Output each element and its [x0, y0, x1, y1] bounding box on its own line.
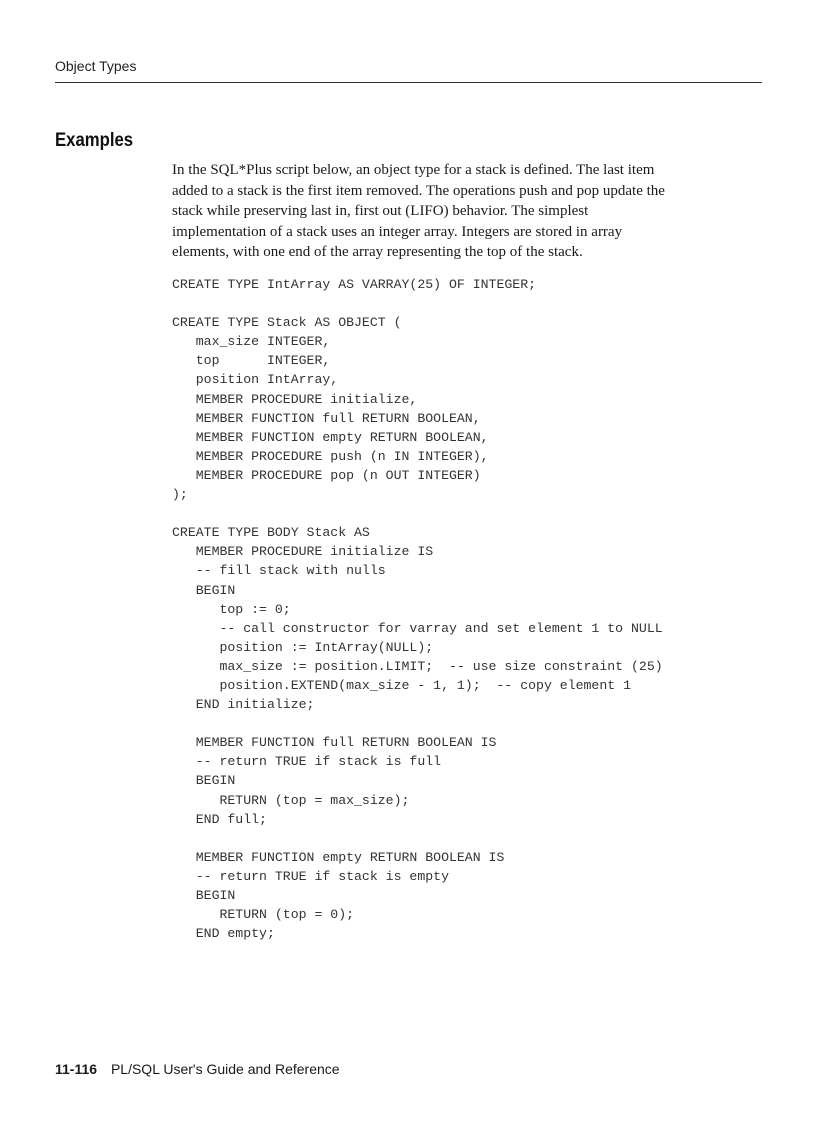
code-line: [172, 829, 663, 848]
page-footer: [55, 1061, 340, 1077]
code-line: MEMBER PROCEDURE push (n IN INTEGER),: [172, 448, 489, 464]
intro-line: implementation of a stack uses an integer array. Integers are stored in array: [172, 223, 623, 240]
code-line: MEMBER FUNCTION empty RETURN BOOLEAN,: [172, 429, 489, 445]
page-number: 11-116: [55, 1061, 98, 1077]
code-line: -- return TRUE if stack is empty: [172, 868, 449, 884]
code-line: MEMBER FUNCTION empty RETURN BOOLEAN IS: [172, 849, 505, 865]
code-line: BEGIN: [172, 773, 236, 789]
code-line: CREATE TYPE IntArray AS VARRAY(25) OF INTEGER;: [172, 277, 537, 292]
code-line: END initialize;: [172, 697, 315, 713]
code-line: max_size INTEGER,: [172, 334, 331, 350]
code-line: CREATE TYPE BODY Stack AS: [172, 525, 370, 541]
section-heading: Examples: [55, 130, 134, 151]
book-title: PL/SQL User's Guide and Reference: [110, 1061, 340, 1077]
code-line: MEMBER PROCEDURE initialize IS: [172, 544, 434, 560]
intro-line: stack while preserving last in, first out (LIFO) behavior. The simplest: [172, 203, 589, 220]
code-line: position.EXTEND(max_size - 1, 1); -- copy element 1: [172, 677, 631, 693]
code-line: top := 0;: [172, 601, 291, 617]
code-line: MEMBER FUNCTION full RETURN BOOLEAN,: [172, 410, 481, 426]
code-line: [172, 504, 663, 523]
code-line: position IntArray,: [172, 372, 339, 388]
code-line: -- call constructor for varray and set element 1 to NULL: [172, 620, 663, 636]
code-line: CREATE TYPE Stack AS OBJECT (: [172, 315, 402, 331]
code-line: MEMBER FUNCTION full RETURN BOOLEAN IS: [172, 735, 497, 751]
intro-paragraph: [172, 160, 732, 263]
code-line: END empty;: [172, 926, 275, 942]
running-header-title: Object Types: [55, 58, 137, 74]
code-line: END full;: [172, 811, 267, 827]
code-line: BEGIN: [172, 888, 236, 903]
code-listing: [172, 275, 663, 943]
code-line: RETURN (top = 0);: [172, 907, 355, 923]
code-line: -- return TRUE if stack is full: [172, 754, 442, 770]
code-line: [172, 714, 663, 733]
code-line: position := IntArray(NULL);: [172, 639, 434, 655]
code-line: RETURN (top = max_size);: [172, 792, 410, 808]
code-line: [172, 294, 663, 313]
intro-line: elements, with one end of the array representing the top of the stack.: [172, 244, 583, 261]
code-line: );: [172, 487, 188, 503]
code-line: BEGIN: [172, 582, 236, 598]
code-line: MEMBER PROCEDURE initialize,: [172, 391, 418, 407]
code-line: max_size := position.LIMIT; -- use size constraint (25): [172, 658, 663, 674]
intro-line: added to a stack is the first item removed. The operations push and pop update the: [172, 182, 665, 199]
intro-line: In the SQL*Plus script below, an object type for a stack is defined. The last item: [172, 162, 655, 178]
code-line: top INTEGER,: [172, 353, 331, 369]
header-divider: [55, 82, 762, 83]
code-line: MEMBER PROCEDURE pop (n OUT INTEGER): [172, 467, 481, 483]
code-line: -- fill stack with nulls: [172, 563, 386, 579]
